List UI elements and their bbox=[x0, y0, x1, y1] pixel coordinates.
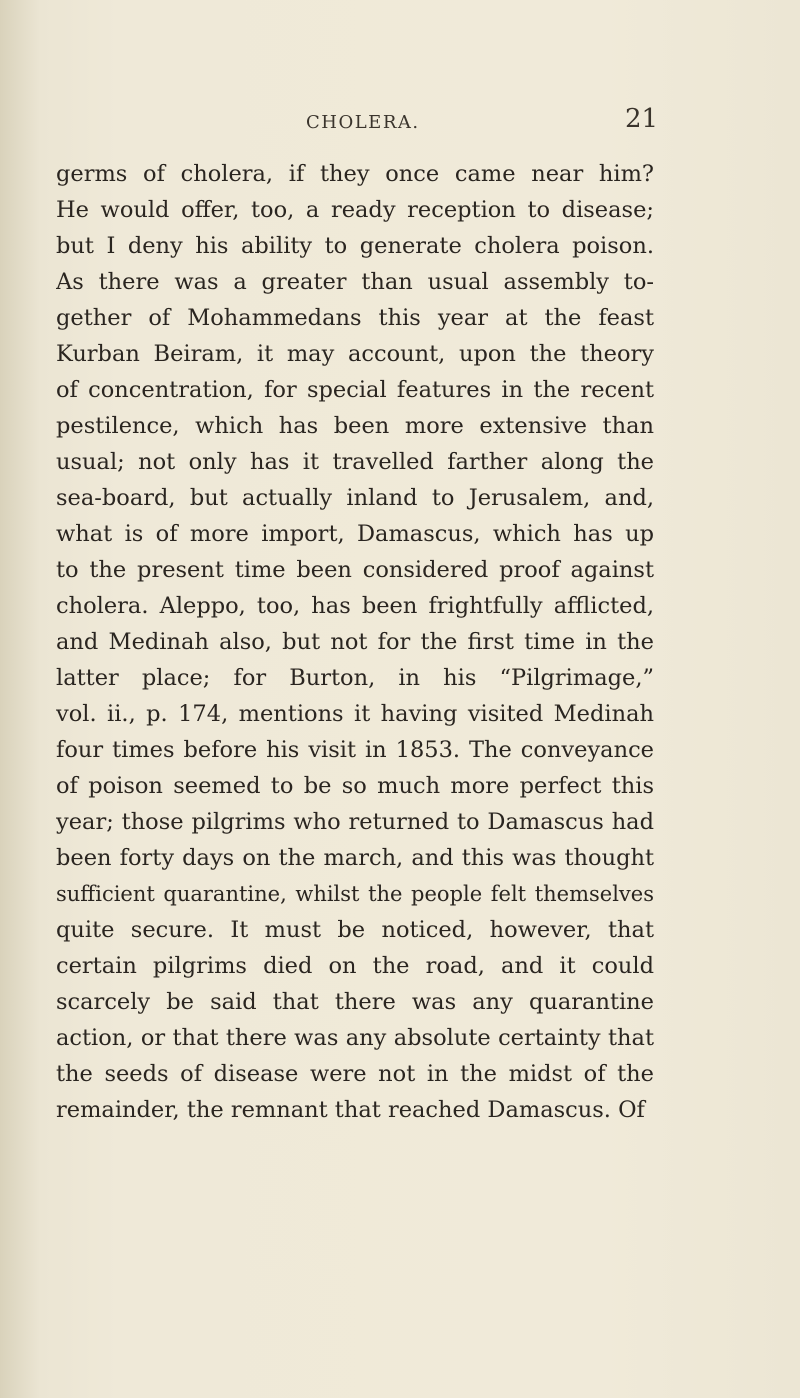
text-line: year; those pilgrims who returned to Damascus had bbox=[56, 809, 654, 835]
text-line: pestilence, which has been more extensive than bbox=[56, 413, 654, 439]
text-line: sea-board, but actually inland to Jerusalem, and, bbox=[56, 485, 654, 511]
body-text bbox=[56, 156, 654, 1128]
text-line: of concentration, for special features in the recent bbox=[56, 377, 654, 403]
text-line: certain pilgrims died on the road, and it could bbox=[56, 953, 654, 979]
text-line: what is of more import, Damascus, which has up bbox=[56, 521, 654, 547]
text-line: germs of cholera, if they once came near him? bbox=[56, 161, 654, 187]
text-line: and Medinah also, but not for the first time in the bbox=[56, 629, 654, 655]
text-line: He would offer, too, a ready reception to disease; bbox=[56, 197, 654, 223]
text-line: action, or that there was any absolute certainty that bbox=[56, 1025, 654, 1051]
page-header bbox=[0, 102, 800, 142]
text-line: four times before his visit in 1853. The conveyance bbox=[56, 737, 654, 763]
text-line: scarcely be said that there was any quarantine bbox=[56, 989, 654, 1015]
text-line: quite secure. It must be noticed, however, that bbox=[56, 917, 654, 943]
text-line: latter place; for Burton, in his “Pilgrimage,” bbox=[56, 665, 654, 691]
text-line: sufficient quarantine, whilst the people felt themselves bbox=[56, 882, 654, 906]
text-line: but I deny his ability to generate cholera poison. bbox=[56, 233, 654, 259]
text-line: Kurban Beiram, it may account, upon the theory bbox=[56, 341, 654, 367]
text-line: As there was a greater than usual assembly to- bbox=[56, 269, 654, 295]
text-line: cholera. Aleppo, too, has been frightfully afflicted, bbox=[56, 593, 654, 619]
text-line: of poison seemed to be so much more perfect this bbox=[56, 773, 654, 799]
text-line: the seeds of disease were not in the midst of the bbox=[56, 1061, 654, 1087]
text-line: usual; not only has it travelled farther along the bbox=[56, 449, 654, 475]
text-line: remainder, the remnant that reached Damascus. Of bbox=[56, 1097, 645, 1123]
running-head: CHOLERA. bbox=[306, 112, 420, 133]
page-number: 21 bbox=[625, 104, 659, 134]
text-line: gether of Mohammedans this year at the feast bbox=[56, 305, 654, 331]
text-line: vol. ii., p. 174, mentions it having visited Medinah bbox=[56, 701, 654, 727]
text-line: to the present time been considered proof against bbox=[56, 557, 654, 583]
text-line: been forty days on the march, and this was thought bbox=[56, 845, 654, 871]
